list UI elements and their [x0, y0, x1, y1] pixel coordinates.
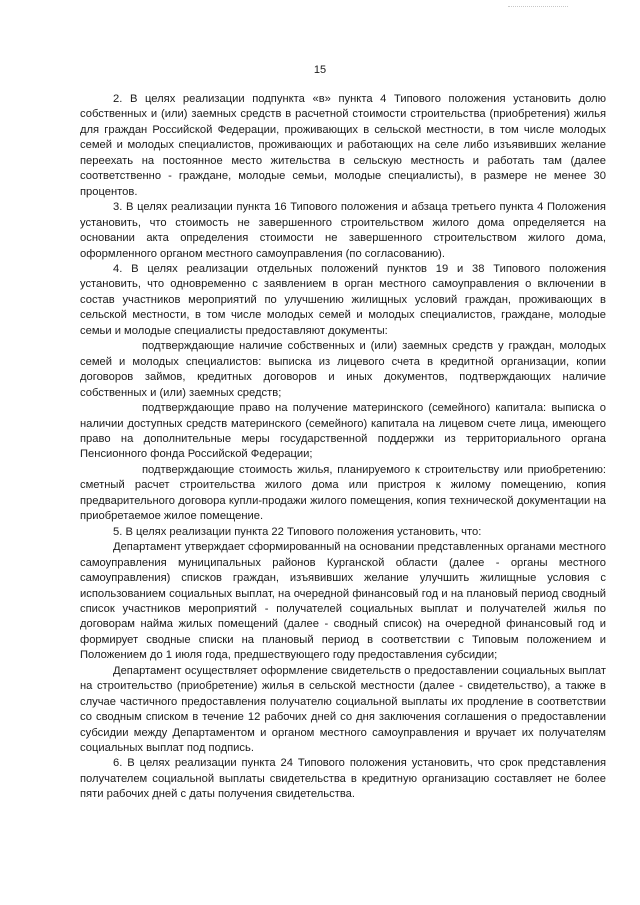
paragraph-5-certificates: Департамент осуществляет оформление свидетельств о предоставлении социальных выплат на строительство (приобретение) жилья в сельской местности (далее - свидетельство), а также в случае частичного предоставления получателю социальной выплаты их продление в соответствии со сводным списком в течение 12 рабочих дней со дня заключения соглашения о предоставлении субсидии между Департаментом и органом местного самоуправления и вручает их получателям социальных выплат под подпись.	[80, 664, 606, 755]
paragraph-2: 2. В целях реализации подпункта «в» пункта 4 Типового положения установить долю собственных и (или) заемных средств в расчетной стоимости строительства (приобретения) жилья для граждан Российской Федерации, проживающих в сельской местности, в том числе молодых семей и молодых специалистов, проживающих и работающих на селе либо изъявивших желание переехать на постоянное место жительства в сельскую местность и работать там (далее соответственно - граждане, молодые семьи, молодые специалисты), в размере не менее 30 процентов.	[80, 93, 606, 198]
paragraph-3: 3. В целях реализации пункта 16 Типового положения и абзаца третьего пункта 4 Положения установить, что стоимость не завершенного строительством жилого дома определяется на основании акта определения стоимости не завершенного строительством жилого дома, оформленного органом местного самоуправления (по согласованию).	[80, 201, 606, 260]
document-body	[80, 92, 606, 803]
scan-artifact	[508, 6, 568, 9]
paragraph-4-housing-cost: подтверждающие стоимость жилья, планируемого к строительству или приобретению: сметный расчет строительства жилого дома или пристроя к жилому помещению, копия предварительного договора купли-продажи жилого помещения, копия технической документации на приобретаемое жилое помещение.	[80, 463, 606, 523]
paragraph-4-own-funds: подтверждающие наличие собственных и (или) заемных средств у граждан, молодых семей и молодых специалистов: выписка из лицевого счета в кредитной организации, копии договоров займов, кредитных договоров и иных документов, подтверждающих наличие собственных и (или) заемных средств;	[80, 340, 606, 399]
paragraph-6: 6. В целях реализации пункта 24 Типового положения установить, что срок представления получателем социальной выплаты свидетельства в кредитную организацию составляет не более пяти рабочих дней с даты получения свидетельства.	[80, 757, 606, 801]
paragraph-5: 5. В целях реализации пункта 22 Типового положения установить, что:	[113, 525, 482, 538]
page-number: 15	[313, 64, 327, 76]
paragraph-4: 4. В целях реализации отдельных положений пунктов 19 и 38 Типового положения установить, что одновременно с заявлением в орган местного самоуправления о включении в состав участников мероприятий по улучшению жилищных условий граждан, проживающих в сельской местности, в том числе молодых семей и молодых специалистов, граждане, молодые семьи и молодые специалисты предоставляют документы:	[80, 262, 606, 337]
paragraph-5-approval: Департамент утверждает сформированный на основании представленных органами местного самоуправления муниципальных районов Курганской области (далее - органы местного самоуправления) списков граждан, изъявивших желание улучшить жилищные условия с использованием социальных выплат, на очередной финансовый год и на плановый период сводный список участников мероприятий - получателей социальных выплат и получателей жилья по договорам найма жилых помещений (далее - сводный список) на очередной финансовый год и формирует сводные списки на плановый период в соответствии с Типовым положением и Положением до 1 июля года, предшествующего году предоставления субсидии;	[80, 541, 606, 662]
paragraph-4-maternity-capital: подтверждающие право на получение материнского (семейного) капитала: выписка о наличии доступных средств материнского (семейного) капитала на лицевом счете лица, имеющего право на дополнительные меры государственной поддержки из территориального органа Пенсионного фонда Российской Федерации;	[80, 402, 606, 461]
